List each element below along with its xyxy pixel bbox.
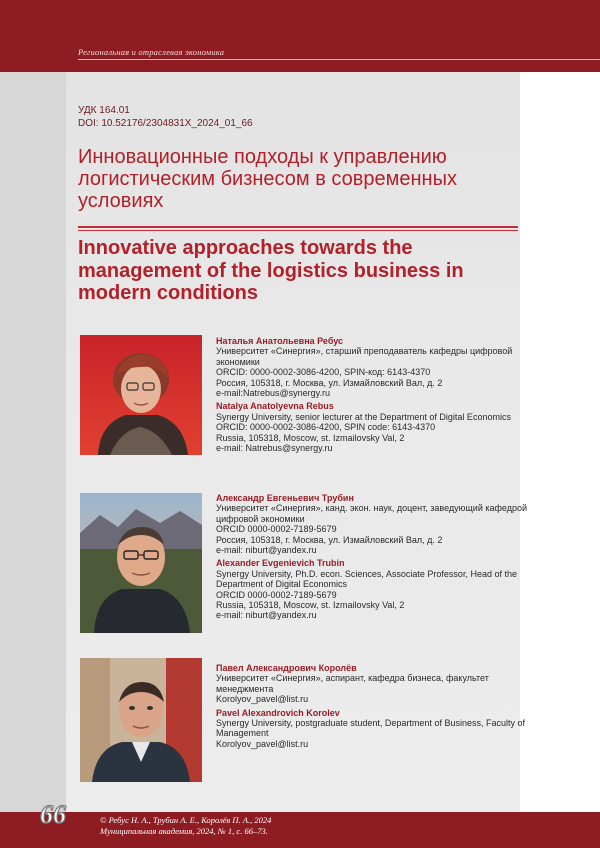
author-affiliation-ru: Университет «Синергия», старший преподаватель кафедры цифровой экономики xyxy=(216,346,513,367)
author-en-block xyxy=(216,558,532,620)
author-orcid-en: ORCID: 0000-0002-3086-4200, SPIN code: 6143-4370 xyxy=(216,422,436,433)
author-card-rebus xyxy=(216,336,532,453)
title-divider xyxy=(78,226,518,228)
author-en-block xyxy=(216,708,532,750)
doi-link[interactable]: DOI: 10.52176/2304831X_2024_01_66 xyxy=(78,118,253,129)
author-card-trubin xyxy=(216,493,532,621)
author-name-ru: Павел Александрович Королёв xyxy=(216,663,357,673)
author-affiliation-en: Synergy University, Ph.D. econ. Sciences, Associate Professor, Head of the Department of Digital Economics xyxy=(216,568,517,590)
title-divider-thin xyxy=(78,230,518,231)
author-affiliation-en: Synergy University, postgraduate student, Department of Business, Faculty of Management xyxy=(216,718,525,739)
footer-bar xyxy=(0,812,600,848)
author-name-ru: Александр Евгеньевич Трубин xyxy=(216,493,354,503)
header-bar xyxy=(0,0,600,72)
article-title-ru: Инновационные подходы к управлению логистическим бизнесом в современных условиях xyxy=(78,146,457,212)
author-orcid-ru: ORCID 0000-0002-7189-5679 xyxy=(216,524,337,535)
author-email-en[interactable]: Korolyov_pavel@list.ru xyxy=(216,738,309,749)
author-en-block xyxy=(216,401,532,453)
author-ru-block xyxy=(216,493,532,555)
copyright-authors: © Ребус Н. А., Трубин А. Е., Королёв П. А., 2024 xyxy=(100,815,272,825)
page-number: 66 xyxy=(40,800,66,829)
author-orcid-ru: ORCID: 0000-0002-3086-4200, SPIN-код: 6143-4370 xyxy=(216,367,431,378)
author-ru-block xyxy=(216,336,532,398)
author-name-en: Pavel Alexandrovich Korolev xyxy=(216,707,340,718)
author-email-en[interactable]: e-mail: niburt@yandex.ru xyxy=(216,610,317,621)
author-address-en: Russia, 105318, Moscow, st. Izmailovsky Val, 2 xyxy=(216,432,405,443)
left-grey-band xyxy=(0,72,66,812)
author-email-ru[interactable]: e-mail: niburt@yandex.ru xyxy=(216,545,317,556)
author-orcid-en: ORCID 0000-0002-7189-5679 xyxy=(216,589,337,600)
author-name-ru: Наталья Анатольевна Ребус xyxy=(216,336,344,346)
author-photo-korolev xyxy=(80,658,202,782)
author-name-en: Alexander Evgenievich Trubin xyxy=(216,558,345,569)
copyright-notice xyxy=(100,815,271,837)
author-address-ru: Россия, 105318, г. Москва, ул. Измайловский Вал, д. 2 xyxy=(216,377,443,388)
section-title: Региональная и отраслевая экономика xyxy=(78,47,225,57)
author-email-ru[interactable]: e-mail:Natrebus@synergy.ru xyxy=(216,388,331,399)
author-card-korolev xyxy=(216,663,532,749)
udk-code: УДК 164.01 xyxy=(78,105,130,116)
author-photo-trubin xyxy=(80,493,202,633)
citation-line: Муниципальная академия, 2024, № 1, с. 66–73. xyxy=(100,826,268,836)
author-affiliation-ru: Университет «Синергия», аспирант, кафедра бизнеса, факультет менеджмента xyxy=(216,673,489,694)
author-affiliation-en: Synergy University, senior lecturer at the Department of Digital Economics xyxy=(216,411,511,422)
header-rule xyxy=(78,59,600,60)
author-name-en: Natalya Anatolyevna Rebus xyxy=(216,401,334,412)
author-address-ru: Россия, 105318, г. Москва, ул. Измайловский Вал, д. 2 xyxy=(216,534,443,545)
author-affiliation-ru: Университет «Синергия», канд. экон. наук, доцент, заведующий кафедрой цифровой экономики xyxy=(216,503,528,524)
author-ru-block xyxy=(216,663,532,705)
author-address-en: Russia, 105318, Moscow, st. Izmailovsky Val, 2 xyxy=(216,600,405,611)
article-title-en: Innovative approaches towards the management of the logistics business in modern conditions xyxy=(78,237,464,304)
author-email-ru[interactable]: Korolyov_pavel@list.ru xyxy=(216,694,309,705)
author-photo-rebus xyxy=(80,335,202,455)
author-email-en[interactable]: e-mail: Natrebus@synergy.ru xyxy=(216,443,333,454)
